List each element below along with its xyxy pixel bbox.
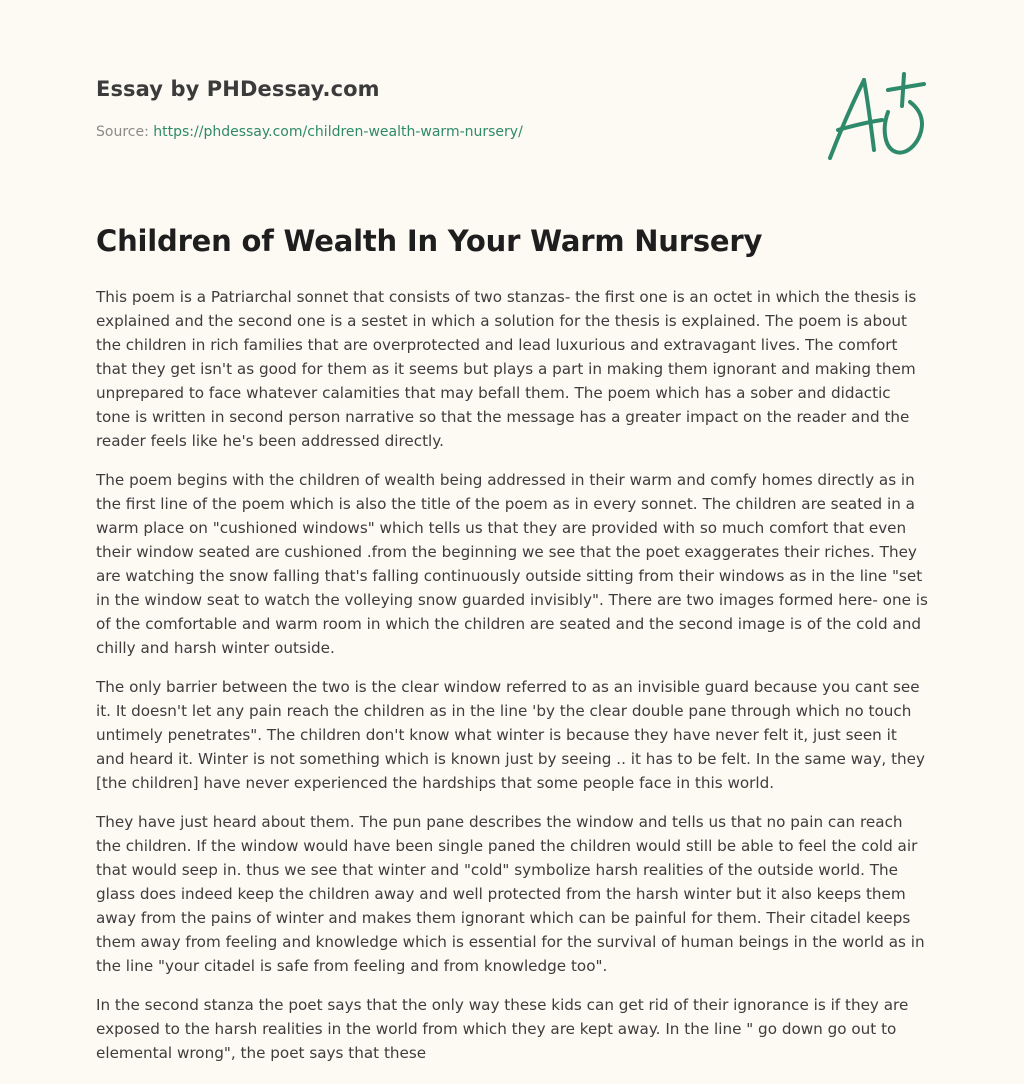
source-line: [96, 124, 523, 140]
paragraph: This poem is a Patriarchal sonnet that consists of two stanzas- the first one is an octet in which the thesis is explained and the second one is a sestet in which a solution for the thesis is explained. The poem is about the children in rich families that are overprotected and lead luxurious and extravagant lives. The comfort that they get isn't as good for them as it seems but plays a part in making them ignorant and making them unprepared to face whatever calamities that may befall them. The poem which has a sober and didactic tone is written in second person narrative so that the message has a greater impact on the reader and the reader feels like he's been addressed directly.: [96, 288, 917, 450]
paragraph: They have just heard about them. The pun pane describes the window and tells us that no pain can reach the children. If the window would have been single paned the children would still be able to feel the cold air that would seep in. thus we see that winter and "cold" symbolize harsh realities of the outside world. The glass does indeed keep the children away and well protected from the harsh winter but it also keeps them away from the pains of winter and makes them ignorant which can be painful for them. Their citadel keeps them away from feeling and knowledge which is essential for the survival of human beings in the world as in the line "your citadel is safe from feeling and from knowledge too".: [96, 813, 925, 975]
paragraph: In the second stanza the poet says that the only way these kids can get rid of their ignorance is if they are exposed to the harsh realities in the world from which they are kept away. In the line " go down go out to elemental wrong", the poet says that these: [96, 996, 909, 1062]
a-plus-logo-icon: [824, 68, 928, 164]
paragraph: The only barrier between the two is the clear window referred to as an invisible guard because you cant see it. It doesn't let any pain reach the children as in the line 'by the clear double pane through which no touch untimely penetrates". The children don't know what winter is because they have never felt it, just seen it and heard it. Winter is not something which is known just by seeing .. it has to be felt. In the same way, they [the children] have never experienced the hardships that some people face in this world.: [96, 678, 925, 792]
essay-body: [96, 285, 928, 1080]
site-brand: Essay by PHDessay.com: [96, 77, 380, 101]
page-header: [96, 0, 928, 200]
source-link[interactable]: https://phdessay.com/children-wealth-warm-nursery/: [153, 124, 523, 140]
essay-title: Children of Wealth In Your Warm Nursery: [96, 224, 763, 258]
source-label: Source:: [96, 124, 149, 140]
paragraph: The poem begins with the children of wealth being addressed in their warm and comfy homes directly as in the first line of the poem which is also the title of the poem as in every sonnet. The children are seated in a warm place on "cushioned windows" which tells us that they are provided with so much comfort that even their window seated are cushioned .from the beginning we see that the poet exaggerates their riches. They are watching the snow falling that's falling continuously outside sitting from their windows as in the line "set in the window seat to watch the volleying snow guarded invisibly". There are two images formed here- one is of the comfortable and warm room in which the children are seated and the second image is of the cold and chilly and harsh winter outside.: [96, 471, 928, 657]
